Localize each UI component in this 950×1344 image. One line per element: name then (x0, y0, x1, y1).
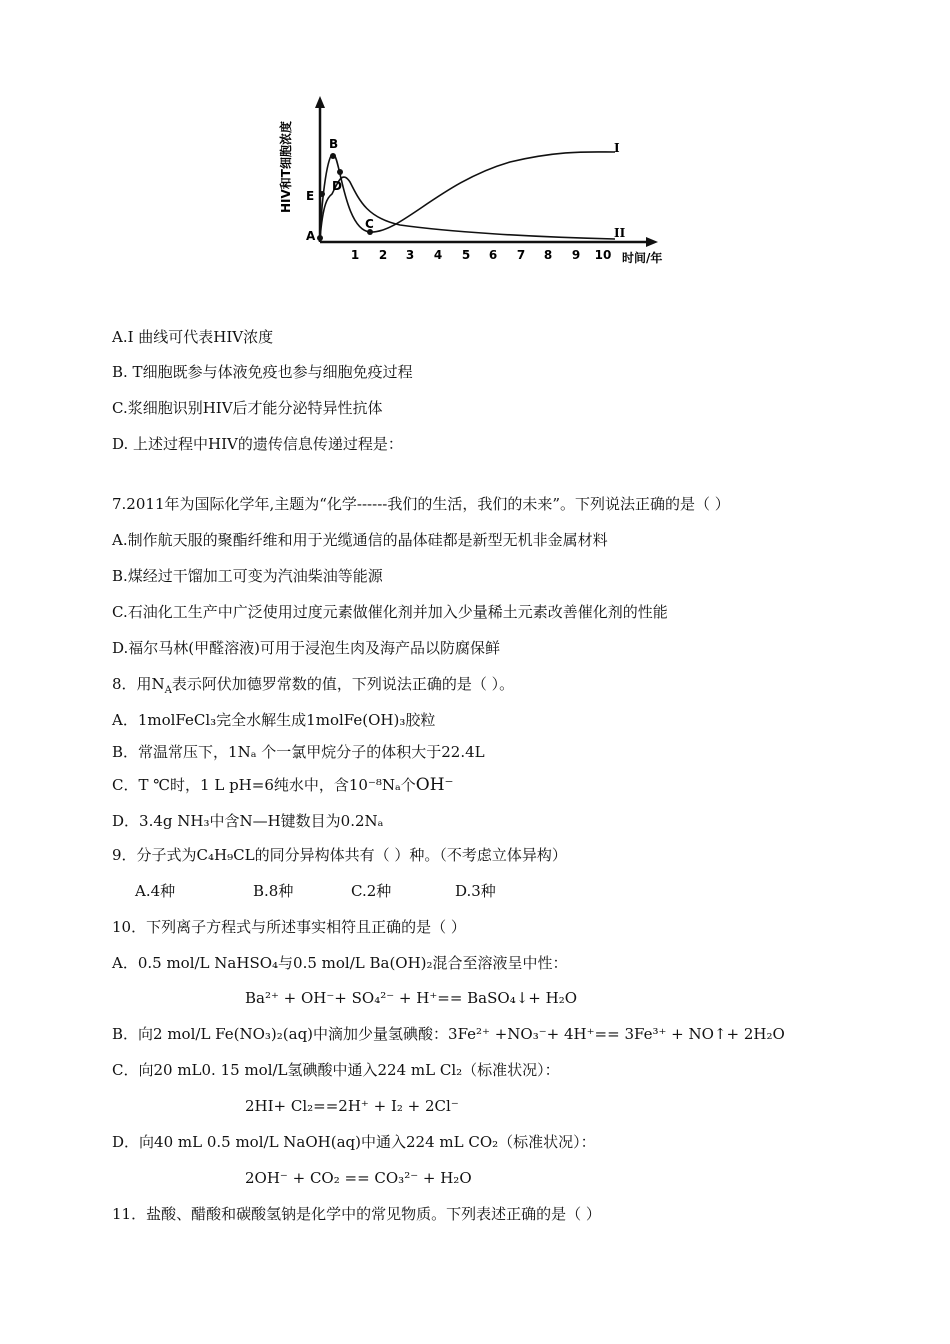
q10-option-c-equation: 2HI+ Cl₂==2H⁺ + I₂ + 2Cl⁻ (245, 1097, 459, 1115)
q9-option-a: A.4种 (135, 882, 176, 900)
point-label-D: D (332, 179, 342, 193)
x-tick: 5 (461, 248, 471, 262)
x-tick: 7 (516, 248, 526, 262)
q6-option-d: D. 上述过程中HIV的遗传信息传递过程是： (112, 435, 403, 453)
q10-option-b: B．向2 mol/L Fe(NO₃)₂(aq)中滴加少量氢碘酸：3Fe²⁺ +NO₃⁻+ 4H⁺== 3Fe³⁺ + NO↑+ 2H₂O (112, 1025, 785, 1043)
x-tick: 8 (543, 248, 553, 262)
point-A (317, 235, 323, 241)
q8-stem-sub: A (164, 685, 172, 696)
q10-option-c: C．向20 mL0. 15 mol/L氢碘酸中通入224 mL Cl₂（标准状况）： (112, 1061, 560, 1079)
q9-option-c: C.2种 (351, 882, 392, 900)
q7-option-b: B.煤经过干馏加工可变为汽油柴油等能源 (112, 567, 383, 585)
q9-stem: 9．分子式为C₄H₉CL的同分异构体共有（ ）种。（不考虑立体异构） (112, 846, 567, 864)
x-tick: 2 (378, 248, 388, 262)
y-axis-arrow (315, 96, 325, 108)
q11-stem: 11．盐酸、醋酸和碳酸氢钠是化学中的常见物质。下列表述正确的是（ ） (112, 1205, 601, 1223)
x-tick: 6 (488, 248, 498, 262)
q6-option-c: C.浆细胞识别HIV后才能分泌特异性抗体 (112, 399, 383, 417)
x-tick: 10 (594, 248, 612, 262)
q10-option-d: D．向40 mL 0.5 mol/L NaOH(aq)中通入224 mL CO₂（标准状况）： (112, 1133, 596, 1151)
q9-options (135, 881, 496, 901)
q6-option-a: A.Ⅰ 曲线可代表HIV浓度 (112, 328, 274, 346)
point-D (337, 169, 343, 175)
q8-stem-post: 表示阿伏加德罗常数的值，下列说法正确的是（ ）。 (171, 675, 515, 693)
point-B (330, 153, 336, 159)
q9-option-b: B.8种 (253, 882, 294, 900)
q8-stem (112, 674, 514, 694)
x-axis-label: 时间/年 (622, 251, 663, 265)
point-label-A: A (306, 229, 316, 243)
q7-option-a: A.制作航天服的聚酯纤维和用于光缆通信的晶体硅都是新型无机非金属材料 (112, 531, 608, 549)
curve-label-I: I (614, 141, 620, 155)
q8-option-c (112, 775, 454, 795)
x-tick: 3 (405, 248, 415, 262)
y-axis-label: HIV和T细胞浓度 (279, 121, 293, 213)
q7-stem: 7.2011年为国际化学年,主题为“化学------我们的生活，我们的未来”。下列说法正确的是（ ） (112, 495, 730, 513)
curve-label-II: II (614, 226, 626, 240)
q7-option-d: D.福尔马林(甲醛溶液)可用于浸泡生肉及海产品以防腐保鲜 (112, 639, 500, 657)
q10-option-d-equation: 2OH⁻ + CO₂ == CO₃²⁻ + H₂O (245, 1169, 472, 1187)
q6-option-b: B. T细胞既参与体液免疫也参与细胞免疫过程 (112, 363, 413, 381)
q8-stem-pre: 8．用N (112, 675, 165, 693)
q8-option-b: B．常温常压下，1Nₐ 个一氯甲烷分子的体积大于22.4L (112, 743, 485, 761)
q10-option-a: A．0.5 mol/L NaHSO₄与0.5 mol/L Ba(OH)₂混合至溶液呈中性： (112, 954, 568, 972)
point-label-E: E (306, 189, 315, 203)
x-ticks (351, 248, 612, 262)
q10-stem: 10．下列离子方程式与所述事实相符且正确的是（ ） (112, 918, 466, 936)
x-tick: 1 (350, 248, 360, 262)
x-axis-arrow (646, 237, 658, 247)
q7-option-c: C.石油化工生产中广泛使用过度元素做催化剂并加入少量稀土元素改善催化剂的性能 (112, 603, 668, 621)
x-tick: 9 (571, 248, 581, 262)
x-tick: 4 (433, 248, 443, 262)
q9-option-d: D.3种 (455, 882, 496, 900)
q8-option-a: A．1molFeCl₃完全水解生成1molFe(OH)₃胶粒 (112, 711, 436, 729)
q8-option-c-oh: OH⁻ (415, 775, 454, 795)
point-E (319, 191, 325, 197)
hiv-tcell-graph (270, 92, 690, 272)
q8-option-c-text: C．T ℃时，1 L pH=6纯水中，含10⁻⁸Nₐ个 (112, 776, 416, 794)
q10-option-a-equation: Ba²⁺ + OH⁻+ SO₄²⁻ + H⁺== BaSO₄↓+ H₂O (245, 989, 578, 1007)
point-label-B: B (329, 137, 339, 151)
point-label-C: C (365, 217, 374, 231)
q8-option-d: D．3.4g NH₃中含N—H键数目为0.2Nₐ (112, 812, 384, 830)
